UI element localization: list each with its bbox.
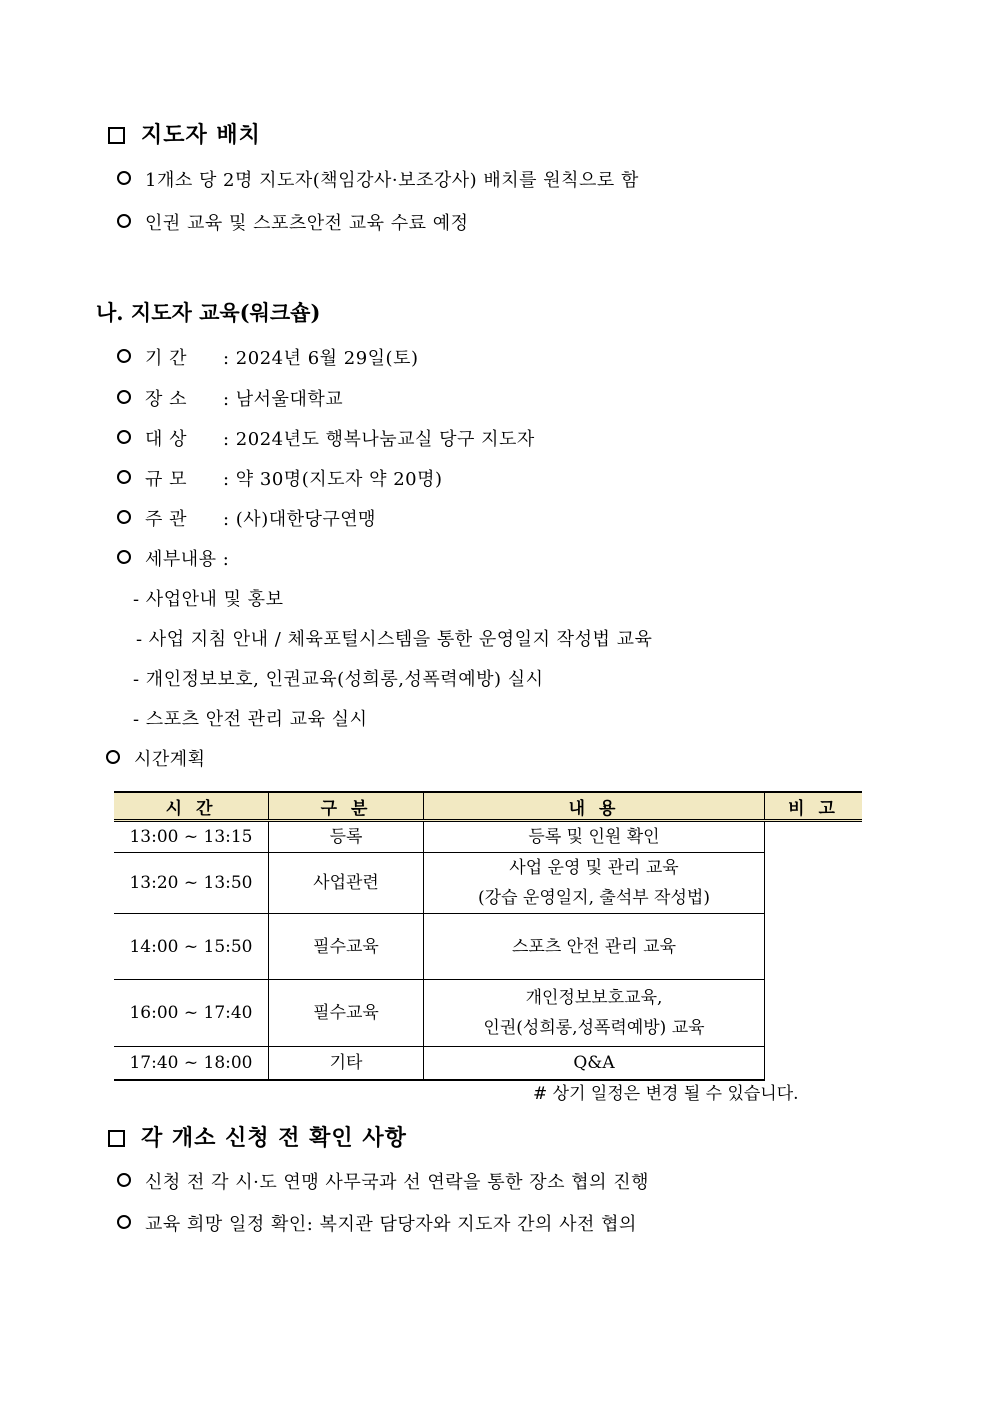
table-row <box>114 853 862 914</box>
sub-item: - 사업 지침 안내 / 체육포털시스템을 통한 운영일지 작성법 교육 <box>136 629 653 650</box>
cell-content: 등록 및 인원 확인 <box>424 821 765 853</box>
sub-item: - 사업안내 및 홍보 <box>133 589 284 610</box>
circle-bullet-icon <box>117 470 131 484</box>
list-item: 인권 교육 및 스포츠안전 교육 수료 예정 <box>117 209 469 235</box>
detail-scale: 규 모 : 약 30명(지도자 약 20명) <box>117 465 443 491</box>
circle-bullet-icon <box>117 430 131 444</box>
detail-location: 장 소 : 남서울대학교 <box>117 385 343 411</box>
cell-category: 필수교육 <box>269 914 424 980</box>
cell-category: 필수교육 <box>269 980 424 1047</box>
circle-bullet-icon <box>117 550 131 564</box>
sub-item: - 개인정보보호, 인권교육(성희롱,성폭력예방) 실시 <box>133 669 544 690</box>
checkbox-square-icon <box>108 1130 125 1147</box>
header-time: 시 간 <box>114 792 269 821</box>
cell-note <box>765 821 863 1080</box>
circle-bullet-icon <box>117 1173 131 1187</box>
cell-time: 13:20 ~ 13:50 <box>114 853 269 914</box>
header-note: 비 고 <box>765 792 863 821</box>
cell-category: 기타 <box>269 1047 424 1080</box>
cell-content: Q&A <box>424 1047 765 1080</box>
cell-content: 사업 운영 및 관리 교육 (강습 운영일지, 출석부 작성법) <box>424 853 765 914</box>
circle-bullet-icon <box>117 349 131 363</box>
section-heading-pre-application-check: 각 개소 신청 전 확인 사항 <box>108 1121 407 1152</box>
sub-item: - 스포츠 안전 관리 교육 실시 <box>133 709 368 730</box>
header-content: 내 용 <box>424 792 765 821</box>
circle-bullet-icon <box>117 1215 131 1229</box>
list-item: 교육 희망 일정 확인: 복지관 담당자와 지도자 간의 사전 협의 <box>117 1210 637 1236</box>
circle-bullet-icon <box>117 510 131 524</box>
circle-bullet-icon <box>117 214 131 228</box>
table-header-row <box>114 792 862 821</box>
cell-category: 등록 <box>269 821 424 853</box>
schedule-table <box>114 791 862 1081</box>
detail-organizer: 주 관 : (사)대한당구연맹 <box>117 505 376 531</box>
schedule-footnote: # 상기 일정은 변경 될 수 있습니다. <box>533 1084 799 1104</box>
table-row <box>114 821 862 853</box>
cell-time: 17:40 ~ 18:00 <box>114 1047 269 1080</box>
section-heading-workshop: 나. 지도자 교육(워크숍) <box>96 300 321 325</box>
cell-content: 스포츠 안전 관리 교육 <box>424 914 765 980</box>
detail-period: 기 간 : 2024년 6월 29일(토) <box>117 344 419 370</box>
header-category: 구 분 <box>269 792 424 821</box>
detail-contents-label: 세부내용 : <box>117 545 229 571</box>
list-item: 1개소 당 2명 지도자(책임강사·보조강사) 배치를 원칙으로 함 <box>117 166 639 192</box>
cell-category: 사업관련 <box>269 853 424 914</box>
cell-time: 16:00 ~ 17:40 <box>114 980 269 1047</box>
checkbox-square-icon <box>108 127 125 144</box>
circle-bullet-icon <box>106 750 120 764</box>
cell-time: 14:00 ~ 15:50 <box>114 914 269 980</box>
circle-bullet-icon <box>117 171 131 185</box>
cell-time: 13:00 ~ 13:15 <box>114 821 269 853</box>
schedule-label: 시간계획 <box>106 745 206 771</box>
table-row <box>114 914 862 980</box>
detail-target: 대 상 : 2024년도 행복나눔교실 당구 지도자 <box>117 425 535 451</box>
section-heading-instructor-placement: 지도자 배치 <box>108 118 261 149</box>
table-row <box>114 980 862 1047</box>
list-item: 신청 전 각 시·도 연맹 사무국과 선 연락을 통한 장소 협의 진행 <box>117 1168 649 1194</box>
table-row <box>114 1047 862 1080</box>
cell-content: 개인정보보호교육, 인권(성희롱,성폭력예방) 교육 <box>424 980 765 1047</box>
circle-bullet-icon <box>117 390 131 404</box>
